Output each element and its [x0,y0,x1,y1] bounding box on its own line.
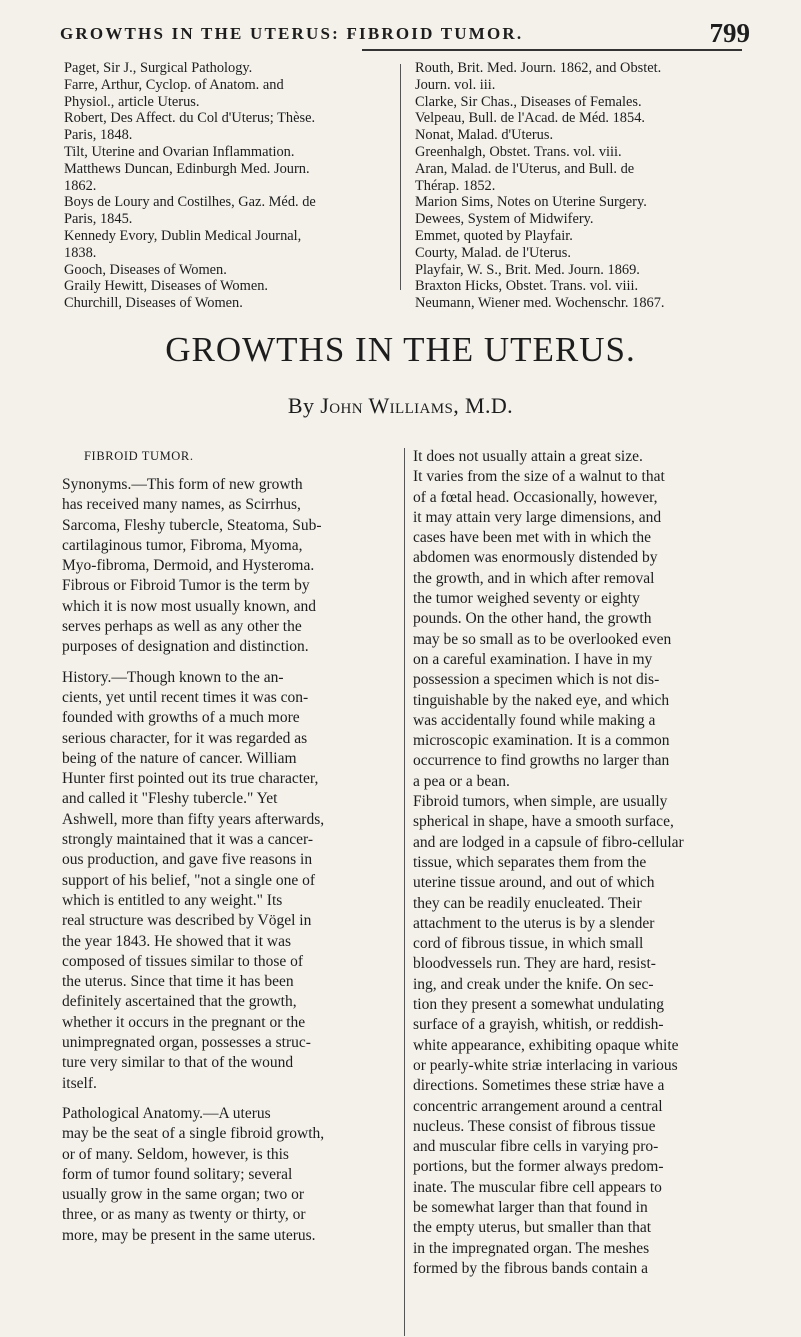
text-line: being of the nature of cancer. William [62,749,297,767]
reference-line: Paris, 1848. [64,127,133,144]
text-line: real structure was described by Vögel in [62,912,312,930]
text-line: cases have been met with in which the [413,529,652,547]
paragraph-gap [62,658,395,668]
text-line: definitely ascertained that the growth, [62,993,297,1011]
text-line: was accidentally found while making a [413,711,656,729]
text-line: tinguishable by the naked eye, and which [413,691,670,709]
references-left-column [64,60,386,312]
text-line: the uterus. Since that time it has been [62,973,294,991]
reference-line: Tilt, Uterine and Ovarian Inflammation. [64,143,295,160]
text-line: serves perhaps as well as any other the [62,618,302,636]
text-line: purposes of designation and distinction. [62,638,309,656]
text-line: composed of tissues similar to those of [62,952,304,970]
text-line: support of his belief, "not a single one of [62,871,315,889]
paragraph-gap [62,1094,395,1104]
reference-line: Robert, Des Affect. du Col d'Uterus; Thèse. [64,110,316,127]
text-line: white appearance, exhibiting opaque white [413,1036,679,1054]
reference-line: Physiol., article Uterus. [64,93,200,110]
byline-prefix: By [287,393,315,418]
reference-line: Neumann, Wiener med. Wochenschr. 1867. [415,295,665,312]
text-line: portions, but the former always predom- [413,1158,664,1176]
text-line: or pearly-white striæ interlacing in various [413,1056,678,1074]
byline-author: John Williams, M.D. [320,393,514,418]
reference-line: Farre, Arthur, Cyclop. of Anatom. and [64,76,284,93]
text-line: cients, yet until recent times it was con- [62,688,309,706]
text-line: may be the seat of a single fibroid growth, [62,1125,325,1143]
reference-line: Gooch, Diseases of Women. [64,261,227,278]
references-right-column [415,60,745,312]
page-number: 799 [709,18,750,48]
text-line: the empty uterus, but smaller than that [413,1219,652,1237]
text-line: Fibroid tumors, when simple, are usually [413,793,668,811]
reference-line: Paget, Sir J., Surgical Pathology. [64,60,253,76]
text-line: cord of fibrous tissue, in which small [413,935,644,953]
text-line: or of many. Seldom, however, is this [62,1145,289,1163]
text-line: Fibrous or Fibroid Tumor is the term by [62,577,310,595]
text-line: the year 1843. He showed that it was [62,932,291,950]
text-line: and are lodged in a capsule of fibro-cellular [413,833,684,851]
text-line: has received many names, as Scirrhus, [62,496,301,514]
reference-line: Journ. vol. iii. [415,76,496,93]
text-line: directions. Sometimes these striæ have a [413,1077,665,1095]
section-subheading: FIBROID TUMOR. [84,449,194,463]
text-line: surface of a grayish, whitish, or reddish- [413,1016,664,1034]
text-line: Synonyms.—This form of new growth [62,476,303,493]
text-line: It varies from the size of a walnut to that [413,468,665,486]
text-line: uterine tissue around, and out of which [413,874,655,892]
text-line: it may attain very large dimensions, and [413,508,662,526]
reference-line: Routh, Brit. Med. Journ. 1862, and Obstet. [415,60,662,76]
text-line: usually grow in the same organ; two or [62,1186,305,1204]
references-column-divider [400,64,401,290]
text-line: pounds. On the other hand, the growth [413,610,652,628]
text-line: possession a specimen which is not dis- [413,671,660,689]
reference-line: Churchill, Diseases of Women. [64,295,243,312]
text-line: occurrence to find growths no larger than [413,752,670,770]
text-line: three, or as many as twenty or thirty, or [62,1206,306,1224]
text-line: abdomen was enormously distended by [413,549,658,567]
text-line: Sarcoma, Fleshy tubercle, Steatoma, Sub- [62,516,322,534]
text-line: spherical in shape, have a smooth surface, [413,813,674,831]
text-line: microscopic examination. It is a common [413,732,670,750]
text-line: nucleus. These consist of fibrous tissue [413,1117,656,1135]
text-line: serious character, for it was regarded as [62,729,308,747]
text-line: be somewhat larger than that found in [413,1198,648,1216]
text-line: Ashwell, more than fifty years afterwards, [62,810,325,828]
text-line: and called it "Fleshy tubercle." Yet [62,790,278,808]
text-line: bloodvessels run. They are hard, resist- [413,955,656,973]
text-line: may be so small as to be overlooked even [413,630,672,648]
reference-line: Nonat, Malad. d'Uterus. [415,127,554,144]
reference-line: 1862. [64,177,97,194]
reference-line: Marion Sims, Notes on Uterine Surgery. [415,194,647,211]
reference-line: Paris, 1845. [64,211,133,228]
reference-line: Graily Hewitt, Diseases of Women. [64,278,268,295]
text-line: a pea or a bean. [413,772,510,790]
reference-line: Velpeau, Bull. de l'Acad. de Méd. 1854. [415,110,645,127]
reference-line: Braxton Hicks, Obstet. Trans. vol. viii. [415,278,639,295]
reference-line: Emmet, quoted by Playfair. [415,227,573,244]
text-line: and muscular fibre cells in varying pro- [413,1138,659,1156]
running-head [60,18,750,48]
running-title: GROWTHS IN THE UTERUS: FIBROID TUMOR. [60,24,524,43]
text-line: on a careful examination. I have in my [413,650,653,668]
text-line: more, may be present in the same uterus. [62,1226,316,1244]
text-line: which is entitled to any weight." Its [62,891,283,909]
text-line: attachment to the uterus is by a slender [413,914,655,932]
byline [0,393,801,419]
text-line: tissue, which separates them from the [413,853,647,871]
body-left-text [62,475,395,1246]
text-line: It does not usually attain a great size. [413,448,643,465]
text-line: form of tumor found solitary; several [62,1165,293,1183]
text-line: concentric arrangement around a central [413,1097,663,1115]
text-line: Hunter first pointed out its true character, [62,770,319,788]
article-heading: GROWTHS IN THE UTERUS. [165,330,636,369]
reference-line: Playfair, W. S., Brit. Med. Journ. 1869. [415,261,640,278]
text-line: ture very similar to that of the wound [62,1054,294,1072]
text-line: the growth, and in which after removal [413,569,655,587]
top-rule [362,49,742,51]
text-line: cartilaginous tumor, Fibroma, Myoma, [62,536,303,554]
text-line: in the impregnated organ. The meshes [413,1239,650,1257]
text-line: they can be readily enucleated. Their [413,894,642,912]
reference-line: Thérap. 1852. [415,177,496,194]
text-line: of a fœtal head. Occasionally, however, [413,488,658,506]
reference-line: Dewees, System of Midwifery. [415,211,594,228]
reference-line: Courty, Malad. de l'Uterus. [415,244,571,261]
text-line: Myo-fibroma, Dermoid, and Hysteroma. [62,557,315,575]
body-right-column [413,447,753,1279]
body-column-divider [404,448,405,1336]
text-line: Pathological Anatomy.—A uterus [62,1104,271,1122]
reference-line: Boys de Loury and Costilhes, Gaz. Méd. de [64,194,316,211]
text-line: ing, and creak under the knife. On sec- [413,975,654,993]
text-line: unimpregnated organ, possesses a struc- [62,1034,311,1052]
text-line: founded with growths of a much more [62,709,300,727]
body-left-column [62,447,395,1246]
text-line: strongly maintained that it was a cancer- [62,831,314,849]
text-line: inate. The muscular fibre cell appears to [413,1178,662,1196]
reference-line: 1838. [64,244,97,261]
text-line: which it is now most usually known, and [62,597,317,615]
reference-line: Aran, Malad. de l'Uterus, and Bull. de [415,160,635,177]
reference-line: Matthews Duncan, Edinburgh Med. Journ. [64,160,310,177]
text-line: whether it occurs in the pregnant or the [62,1013,306,1031]
text-line: itself. [62,1074,97,1092]
text-line: ous production, and gave five reasons in [62,851,313,869]
reference-line: Clarke, Sir Chas., Diseases of Females. [415,93,642,110]
reference-line: Greenhalgh, Obstet. Trans. vol. viii. [415,143,622,160]
text-line: History.—Though known to the an- [62,668,284,686]
reference-line: Kennedy Evory, Dublin Medical Journal, [64,227,302,244]
text-line: tion they present a somewhat undulating [413,996,664,1014]
text-line: formed by the fibrous bands contain a [413,1259,649,1277]
text-line: the tumor weighed seventy or eighty [413,590,640,608]
